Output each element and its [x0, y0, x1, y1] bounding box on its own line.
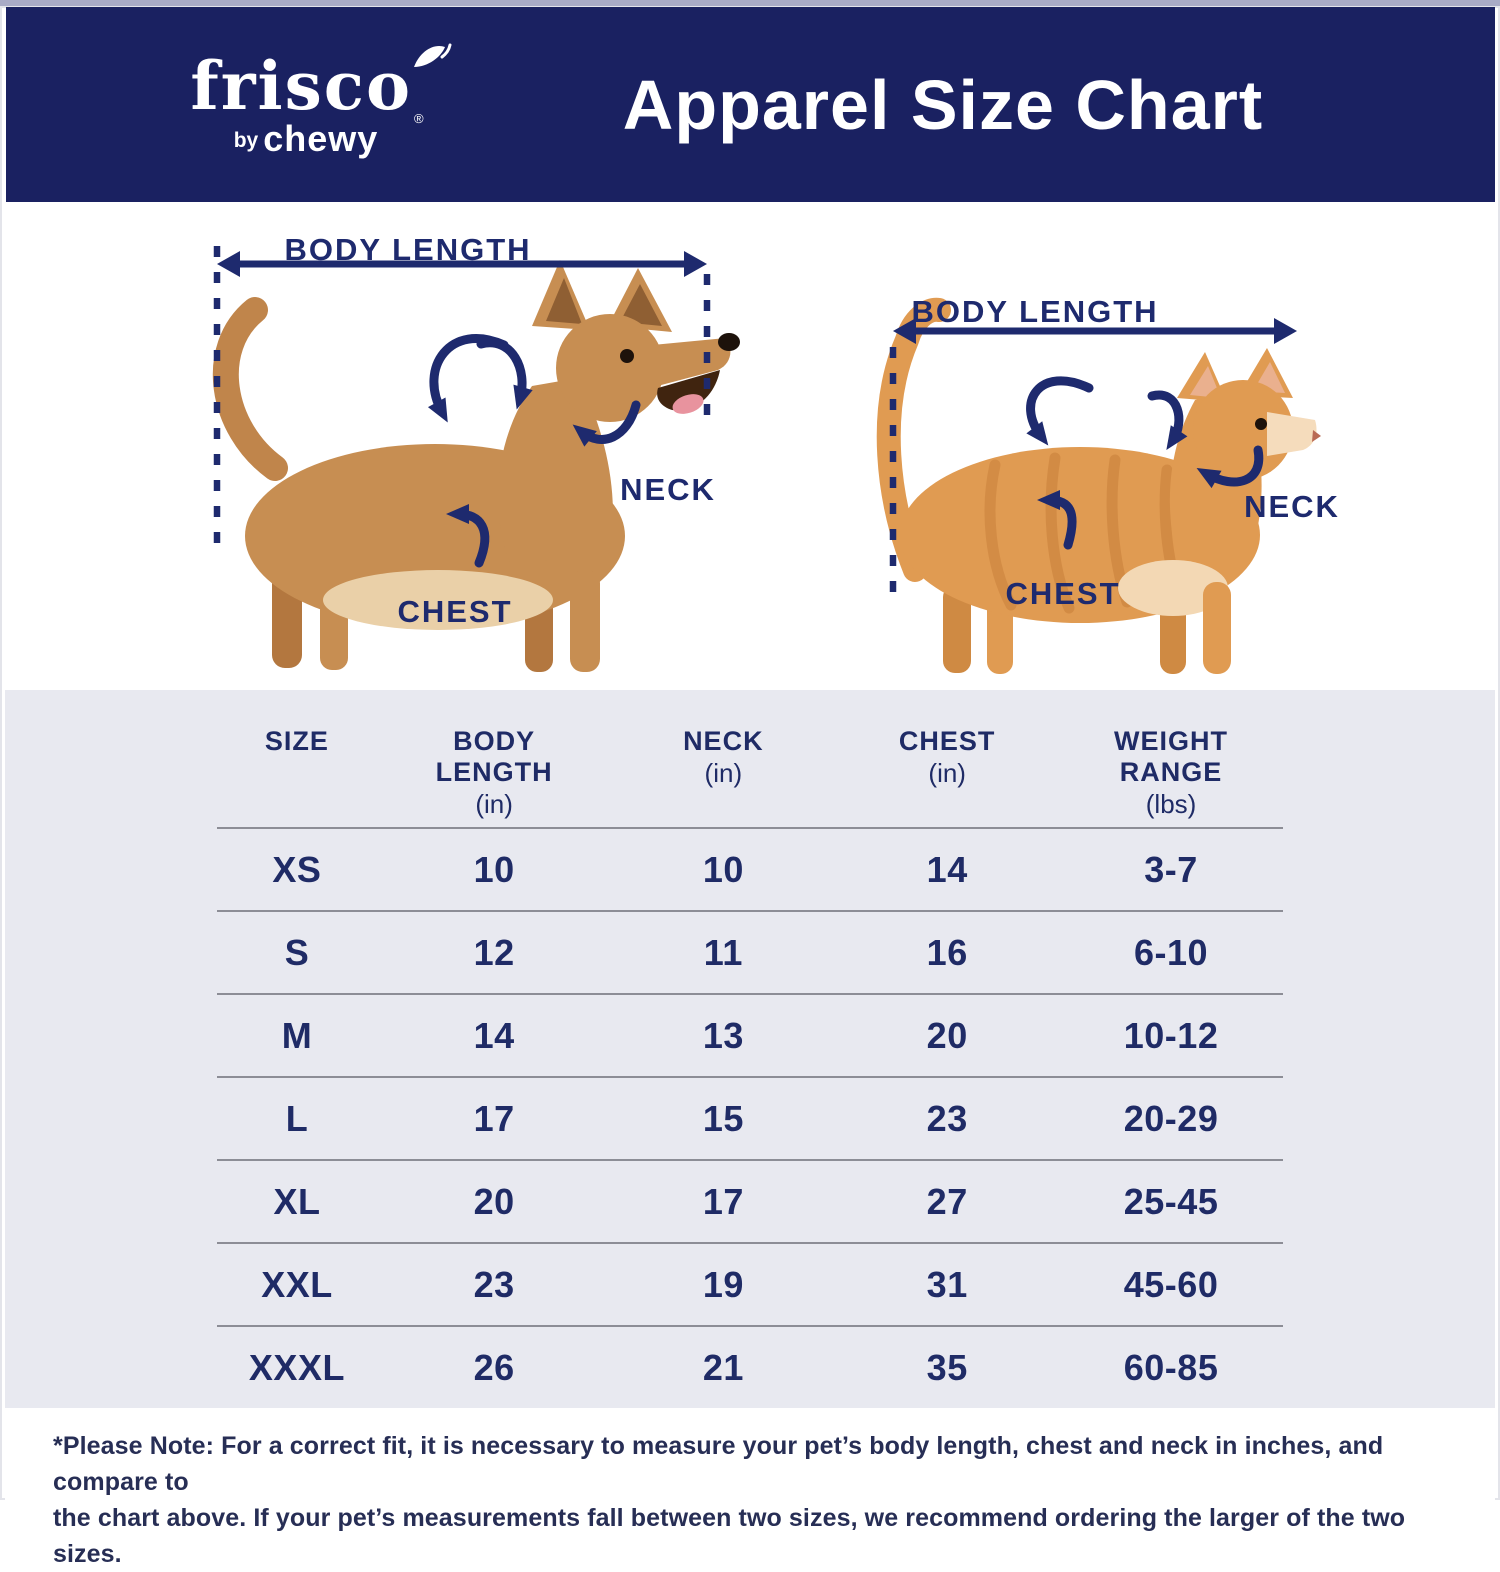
- table-row: [217, 1159, 1283, 1242]
- column-header-chest: CHEST (in): [898, 726, 996, 788]
- table-row: [217, 1076, 1283, 1159]
- logo-swoosh-icon: [412, 41, 452, 77]
- size-value: XXXL: [248, 1346, 345, 1388]
- body-length-value: 17: [473, 1097, 515, 1139]
- chest-value: 20: [926, 1014, 968, 1056]
- body-length-value: 23: [473, 1263, 515, 1305]
- footnote-line-1: *Please Note: For a correct fit, it is necessary to measure your pet’s body length, chest and neck in inches, and compare to: [53, 1432, 1384, 1496]
- neck-value: 17: [702, 1180, 744, 1222]
- body-length-value: 12: [473, 931, 515, 973]
- weight-range-value: 6-10: [1134, 931, 1209, 973]
- logo-brand-text: frisco: [190, 46, 412, 125]
- body-length-value: 10: [473, 848, 515, 890]
- body-length-value: 14: [473, 1014, 515, 1056]
- size-value: S: [284, 931, 310, 973]
- logo-wordmark: [190, 46, 424, 126]
- dog-shoulder-arrow-icon: [481, 343, 522, 398]
- chest-value: 31: [926, 1263, 968, 1305]
- cat-chest-label: CHEST: [1005, 576, 1121, 611]
- size-value: XL: [273, 1180, 321, 1222]
- table-row: [217, 1325, 1283, 1408]
- table-row: [217, 1242, 1283, 1325]
- measurement-diagrams: [5, 202, 1495, 690]
- weight-range-value: 10-12: [1123, 1014, 1219, 1056]
- neck-value: 11: [703, 931, 743, 973]
- dog-withers-arrow-icon: [434, 339, 504, 412]
- cat-body-length-label: BODY LENGTH: [911, 294, 1159, 329]
- size-value: XS: [272, 848, 322, 890]
- size-table: [5, 690, 1495, 1408]
- logo-by-text: by: [233, 128, 259, 152]
- weight-range-value: 3-7: [1144, 848, 1198, 890]
- registered-trademark-symbol: ®: [414, 110, 424, 126]
- dog-neck-label: NECK: [620, 472, 716, 507]
- footnote-line-2: the chart above. If your pet’s measurements fall between two sizes, we recommend ordering the larger of the two sizes.: [53, 1504, 1406, 1568]
- chest-value: 23: [926, 1097, 968, 1139]
- column-header-body-length: BODY LENGTH (in): [435, 726, 553, 819]
- neck-value: 15: [702, 1097, 744, 1139]
- page-title: Apparel Size Chart: [622, 65, 1264, 144]
- body-length-value: 26: [473, 1346, 515, 1388]
- weight-range-value: 60-85: [1123, 1346, 1219, 1388]
- weight-range-value: 45-60: [1123, 1263, 1219, 1305]
- size-value: M: [281, 1014, 313, 1056]
- table-row: [217, 993, 1283, 1076]
- table-row: [217, 910, 1283, 993]
- chest-value: 35: [926, 1346, 968, 1388]
- logo-chewy-text: chewy: [263, 117, 379, 159]
- size-value: L: [285, 1097, 309, 1139]
- cat-withers-arrow-icon: [1031, 381, 1089, 436]
- column-header-weight-range: WEIGHT RANGE (lbs): [1114, 726, 1229, 819]
- column-header-neck: NECK (in): [683, 726, 764, 788]
- cat-shoulder-arrow-icon: [1152, 395, 1179, 440]
- table-row: [217, 827, 1283, 910]
- neck-value: 19: [702, 1263, 744, 1305]
- weight-range-value: 25-45: [1123, 1180, 1219, 1222]
- dog-body-length-label: BODY LENGTH: [284, 232, 532, 267]
- chest-value: 27: [926, 1180, 968, 1222]
- chest-value: 14: [926, 848, 968, 890]
- cat-neck-label: NECK: [1244, 489, 1340, 524]
- weight-range-value: 20-29: [1123, 1097, 1219, 1139]
- neck-value: 13: [702, 1014, 744, 1056]
- neck-value: 10: [702, 848, 744, 890]
- column-header-size: SIZE: [264, 726, 329, 756]
- neck-value: 21: [702, 1346, 744, 1388]
- table-header-row: [217, 690, 1283, 827]
- dog-chest-label: CHEST: [397, 594, 513, 629]
- frisco-by-chewy-logo: [6, 46, 486, 159]
- footnote: [5, 1408, 1495, 1568]
- logo-sub-brand: [126, 117, 486, 159]
- body-length-value: 20: [473, 1180, 515, 1222]
- header-bar: [6, 7, 1495, 202]
- size-value: XXL: [261, 1263, 333, 1305]
- chest-value: 16: [926, 931, 968, 973]
